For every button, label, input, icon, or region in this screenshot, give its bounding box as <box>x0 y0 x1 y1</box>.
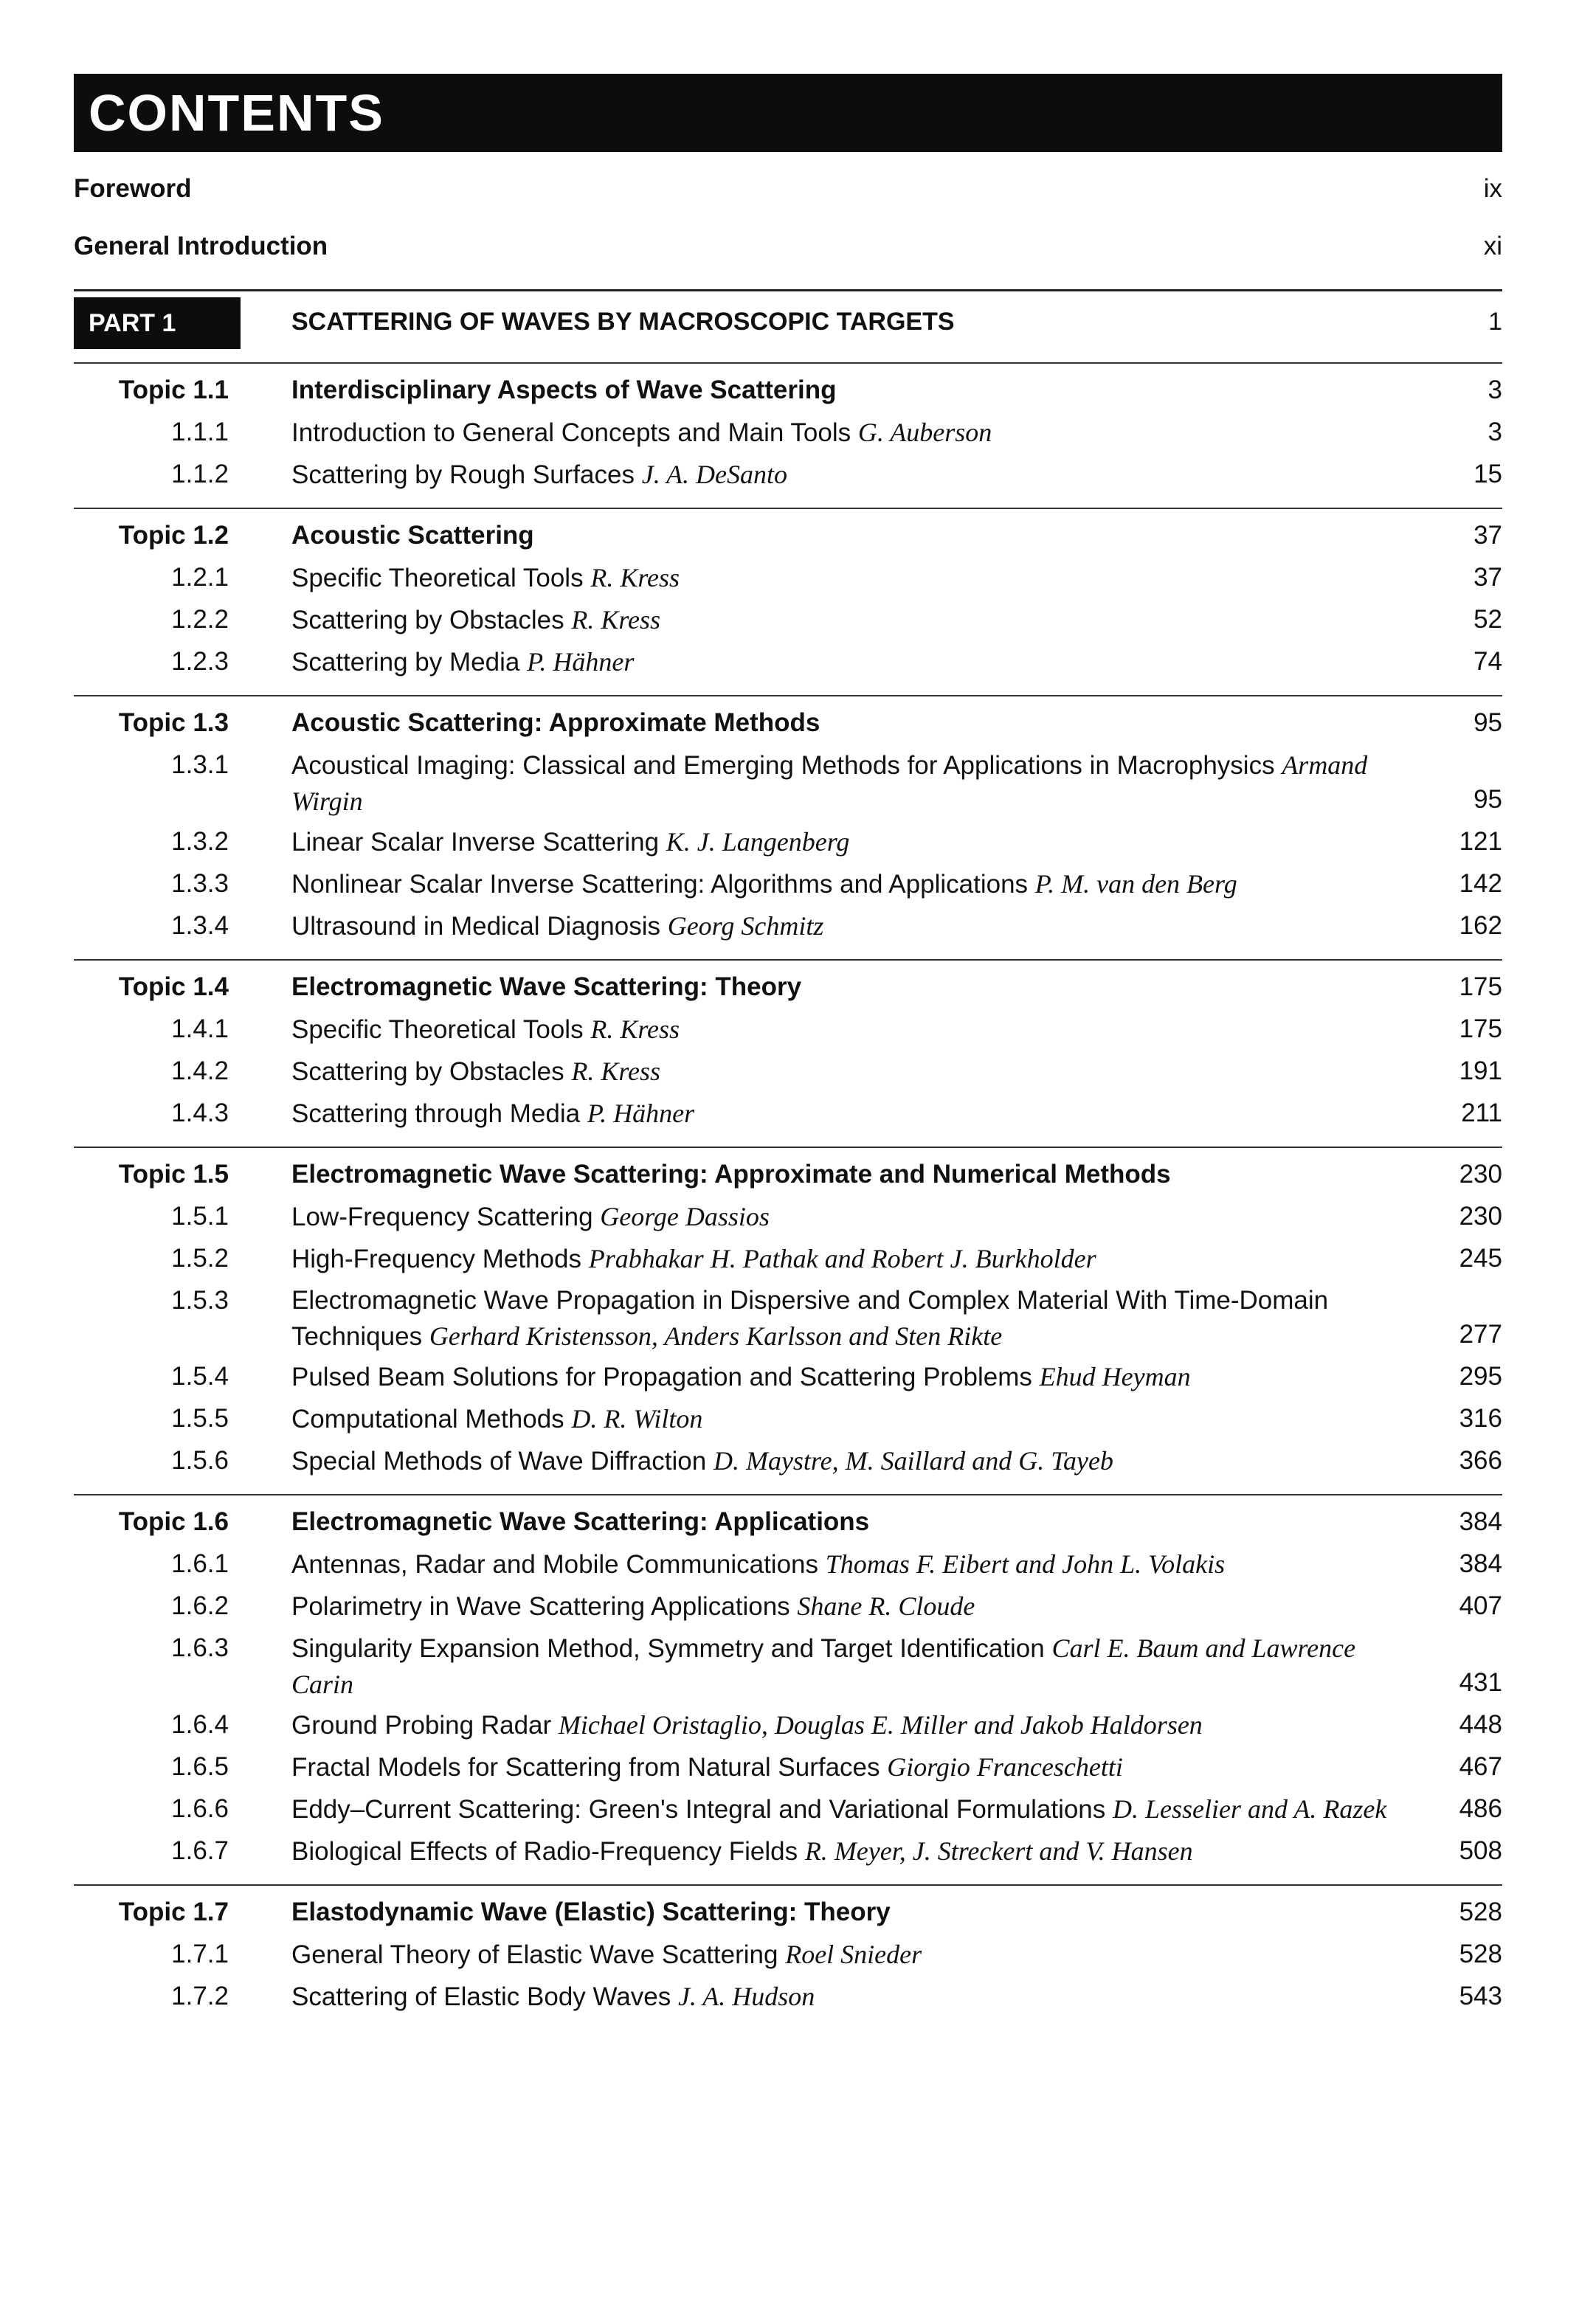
entry-number: 1.7.1 <box>171 1940 229 1968</box>
entry-text <box>291 1355 1392 1395</box>
entry-number: 1.5.2 <box>171 1244 229 1273</box>
topic-section <box>74 1147 1502 1481</box>
entry-number: 1.5.4 <box>171 1362 229 1391</box>
part-header <box>74 289 1502 362</box>
topic-title: Electromagnetic Wave Scattering: Approximate and Numerical Methods <box>291 1160 1171 1189</box>
topic-list <box>74 362 1502 2016</box>
toc-entry-row <box>74 1542 1502 1584</box>
entry-author: Georg Schmitz <box>667 911 824 941</box>
entry-author: R. Meyer, J. Streckert and V. Hansen <box>804 1836 1193 1866</box>
toc-entry-row <box>74 1932 1502 1974</box>
topic-page: 95 <box>1473 708 1502 737</box>
entry-page: 230 <box>1459 1202 1502 1231</box>
entry-author: Giorgio Franceschetti <box>887 1752 1123 1782</box>
topic-title: Electromagnetic Wave Scattering: Applications <box>291 1507 870 1536</box>
topic-number: Topic 1.4 <box>118 972 229 1001</box>
entry-text <box>291 1787 1392 1827</box>
entry-author: Ehud Heyman <box>1039 1362 1191 1391</box>
entry-number: 1.4.1 <box>171 1014 229 1043</box>
entry-page: 191 <box>1459 1056 1502 1085</box>
entry-title: High-Frequency Methods <box>291 1245 581 1273</box>
entry-text <box>291 1397 1392 1437</box>
entry-page: 543 <box>1459 1982 1502 2010</box>
entry-author: R. Kress <box>571 605 661 634</box>
entry-text <box>291 904 1392 944</box>
entry-text <box>291 1091 1392 1132</box>
toc-entry-row <box>74 1745 1502 1787</box>
toc-entry-row <box>74 820 1502 862</box>
entry-number: 1.5.3 <box>171 1286 229 1315</box>
introduction-label: General Introduction <box>74 232 328 260</box>
topic-title: Elastodynamic Wave (Elastic) Scattering: Theory <box>291 1898 891 1926</box>
entry-title: Scattering by Rough Surfaces <box>291 460 635 489</box>
topic-section <box>74 1884 1502 2016</box>
topic-heading-row <box>74 1500 1502 1542</box>
entry-author: J. A. Hudson <box>677 1982 815 2011</box>
entry-author: Roel Snieder <box>785 1940 922 1969</box>
entry-page: 277 <box>1459 1320 1502 1349</box>
topic-section <box>74 508 1502 682</box>
topic-heading-row <box>74 1890 1502 1932</box>
entry-page: 74 <box>1473 647 1502 676</box>
entry-text <box>291 556 1392 596</box>
toc-entry-row <box>74 1279 1502 1355</box>
entry-title: Scattering of Elastic Body Waves <box>291 1982 671 2011</box>
entry-title: Acoustical Imaging: Classical and Emerging Methods for Applications in Macrophysics <box>291 751 1275 780</box>
topic-page: 384 <box>1459 1507 1502 1536</box>
entry-text <box>291 640 1392 680</box>
entry-author: Michael Oristaglio, Douglas E. Miller and Jakob Haldorsen <box>558 1710 1203 1740</box>
front-matter-foreword <box>74 161 1502 218</box>
entry-page: 431 <box>1459 1668 1502 1697</box>
topic-section <box>74 362 1502 494</box>
entry-author: R. Kress <box>590 1014 680 1044</box>
entry-title: Scattering by Obstacles <box>291 1057 564 1086</box>
entry-page: 142 <box>1459 869 1502 898</box>
topic-page: 37 <box>1473 521 1502 550</box>
entry-title: Ultrasound in Medical Diagnosis <box>291 912 660 941</box>
contents-heading: CONTENTS <box>89 84 384 142</box>
entry-number: 1.6.7 <box>171 1836 229 1865</box>
entry-number: 1.1.2 <box>171 460 229 488</box>
entry-title: Eddy–Current Scattering: Green's Integral and Variational Formulations <box>291 1795 1106 1824</box>
toc-entry-row <box>74 1439 1502 1481</box>
entry-author: Prabhakar H. Pathak and Robert J. Burkholder <box>588 1244 1096 1273</box>
entry-author: Gerhard Kristensson, Anders Karlsson and Sten Rikte <box>429 1321 1003 1351</box>
toc-entry-row <box>74 862 1502 904</box>
entry-text <box>291 820 1392 860</box>
entry-page: 121 <box>1459 827 1502 856</box>
entry-number: 1.5.6 <box>171 1446 229 1475</box>
toc-entry-row <box>74 598 1502 640</box>
entry-page: 37 <box>1473 563 1502 592</box>
entry-title: Scattering through Media <box>291 1099 581 1128</box>
entry-author: George Dassios <box>600 1202 770 1231</box>
entry-text <box>291 1932 1392 1973</box>
toc-entry-row <box>74 452 1502 494</box>
introduction-page: xi <box>1483 232 1502 260</box>
entry-page: 316 <box>1459 1404 1502 1433</box>
entry-number: 1.6.2 <box>171 1591 229 1620</box>
entry-text <box>291 1542 1392 1583</box>
toc-entry-row <box>74 640 1502 682</box>
entry-author: J. A. DeSanto <box>641 460 788 489</box>
entry-author: D. R. Wilton <box>571 1404 703 1434</box>
entry-number: 1.6.3 <box>171 1633 229 1662</box>
topic-number: Topic 1.7 <box>118 1898 229 1926</box>
toc-entry-row <box>74 1703 1502 1745</box>
entry-text <box>291 1626 1392 1703</box>
toc-entry-row <box>74 1007 1502 1049</box>
entry-page: 528 <box>1459 1940 1502 1968</box>
toc-entry-row <box>74 1237 1502 1279</box>
entry-page: 467 <box>1459 1752 1502 1781</box>
topic-heading-row <box>74 701 1502 743</box>
entry-title: Biological Effects of Radio-Frequency Fields <box>291 1837 798 1866</box>
entry-number: 1.1.1 <box>171 418 229 446</box>
entry-page: 448 <box>1459 1710 1502 1739</box>
entry-page: 508 <box>1459 1836 1502 1865</box>
entry-title: Polarimetry in Wave Scattering Applications <box>291 1592 790 1621</box>
entry-number: 1.4.2 <box>171 1056 229 1085</box>
entry-text <box>291 862 1392 902</box>
topic-section <box>74 959 1502 1133</box>
topic-number: Topic 1.6 <box>118 1507 229 1536</box>
entry-number: 1.2.1 <box>171 563 229 592</box>
entry-number: 1.7.2 <box>171 1982 229 2010</box>
entry-title: Nonlinear Scalar Inverse Scattering: Algorithms and Applications <box>291 870 1029 899</box>
part-page: 1 <box>1488 308 1502 336</box>
toc-entry-row <box>74 743 1502 820</box>
toc-entry-row <box>74 1974 1502 2016</box>
toc-entry-row <box>74 904 1502 946</box>
toc-entry-row <box>74 1397 1502 1439</box>
topic-title: Acoustic Scattering <box>291 521 534 550</box>
entry-author: R. Kress <box>590 563 680 592</box>
topic-page: 528 <box>1459 1898 1502 1926</box>
entry-text <box>291 1829 1392 1870</box>
entry-author: P. Hähner <box>587 1099 695 1128</box>
entry-page: 52 <box>1473 605 1502 634</box>
entry-page: 366 <box>1459 1446 1502 1475</box>
entry-title: Scattering by Obstacles <box>291 606 564 634</box>
toc-page <box>74 74 1502 2016</box>
toc-entry-row <box>74 1049 1502 1091</box>
entry-number: 1.4.3 <box>171 1099 229 1127</box>
entry-page: 95 <box>1473 785 1502 814</box>
entry-text <box>291 1194 1392 1235</box>
entry-author: G. Auberson <box>857 418 992 447</box>
entry-author: P. Hähner <box>527 647 635 677</box>
entry-page: 15 <box>1473 460 1502 488</box>
topic-page: 175 <box>1459 972 1502 1001</box>
entry-text <box>291 1974 1392 2015</box>
entry-page: 384 <box>1459 1549 1502 1578</box>
foreword-label: Foreword <box>74 174 192 203</box>
part-label: PART 1 <box>89 309 176 337</box>
topic-number: Topic 1.3 <box>118 708 229 737</box>
topic-section <box>74 1494 1502 1871</box>
entry-author: R. Kress <box>571 1056 661 1086</box>
topic-number: Topic 1.2 <box>118 521 229 550</box>
entry-title: Pulsed Beam Solutions for Propagation and Scattering Problems <box>291 1363 1032 1391</box>
entry-text <box>291 1745 1392 1785</box>
part-title: SCATTERING OF WAVES BY MACROSCOPIC TARGETS <box>291 308 955 336</box>
entry-title: Scattering by Media <box>291 648 520 677</box>
entry-page: 3 <box>1488 418 1502 446</box>
topic-number: Topic 1.5 <box>118 1160 229 1189</box>
entry-text <box>291 1439 1392 1479</box>
entry-number: 1.6.1 <box>171 1549 229 1578</box>
topic-section <box>74 695 1502 946</box>
foreword-page: ix <box>1483 174 1502 203</box>
entry-title: General Theory of Elastic Wave Scattering <box>291 1940 778 1969</box>
toc-entry-row <box>74 1355 1502 1397</box>
topic-heading-row <box>74 368 1502 410</box>
entry-number: 1.2.3 <box>171 647 229 676</box>
entry-text <box>291 1237 1392 1277</box>
entry-title: Ground Probing Radar <box>291 1711 552 1740</box>
entry-text <box>291 743 1392 820</box>
topic-title: Electromagnetic Wave Scattering: Theory <box>291 972 802 1001</box>
entry-author: D. Lesselier and A. Razek <box>1113 1794 1387 1824</box>
entry-text <box>291 410 1392 451</box>
toc-entry-row <box>74 1091 1502 1133</box>
topic-page: 230 <box>1459 1160 1502 1189</box>
entry-number: 1.6.6 <box>171 1794 229 1823</box>
topic-heading-row <box>74 513 1502 556</box>
entry-page: 211 <box>1461 1099 1502 1127</box>
entry-page: 245 <box>1459 1244 1502 1273</box>
topic-heading-row <box>74 1152 1502 1194</box>
entry-number: 1.6.4 <box>171 1710 229 1739</box>
entry-text <box>291 1279 1392 1355</box>
entry-author: P. M. van den Berg <box>1034 869 1237 899</box>
entry-text <box>291 1007 1392 1048</box>
toc-entry-row <box>74 1787 1502 1829</box>
toc-entry-row <box>74 1194 1502 1237</box>
entry-page: 295 <box>1459 1362 1502 1391</box>
entry-title: Singularity Expansion Method, Symmetry and Target Identification <box>291 1634 1045 1663</box>
entry-number: 1.3.4 <box>171 911 229 940</box>
entry-number: 1.3.2 <box>171 827 229 856</box>
topic-title: Acoustic Scattering: Approximate Methods <box>291 708 820 737</box>
entry-text <box>291 452 1392 493</box>
entry-title: Linear Scalar Inverse Scattering <box>291 828 660 857</box>
toc-entry-row <box>74 556 1502 598</box>
topic-page: 3 <box>1488 376 1502 404</box>
entry-title: Introduction to General Concepts and Main Tools <box>291 418 851 447</box>
entry-text <box>291 1049 1392 1090</box>
toc-entry-row <box>74 1626 1502 1703</box>
entry-title: Antennas, Radar and Mobile Communications <box>291 1550 818 1579</box>
entry-title: Fractal Models for Scattering from Natural Surfaces <box>291 1753 880 1782</box>
entry-author: Shane R. Cloude <box>797 1591 975 1621</box>
entry-title: Electromagnetic Wave Propagation in Dispersive and Complex Material With Time-Domain Techniques <box>291 1286 1329 1351</box>
entry-number: 1.6.5 <box>171 1752 229 1781</box>
entry-author: D. Maystre, M. Saillard and G. Tayeb <box>713 1446 1113 1476</box>
entry-text <box>291 598 1392 638</box>
entry-author: Thomas F. Eibert and John L. Volakis <box>825 1549 1226 1579</box>
topic-heading-row <box>74 965 1502 1007</box>
contents-banner <box>74 74 1502 152</box>
toc-entry-row <box>74 1584 1502 1626</box>
entry-number: 1.5.1 <box>171 1202 229 1231</box>
entry-text <box>291 1584 1392 1625</box>
part-label-box <box>74 297 241 349</box>
entry-page: 486 <box>1459 1794 1502 1823</box>
entry-number: 1.3.3 <box>171 869 229 898</box>
entry-number: 1.5.5 <box>171 1404 229 1433</box>
entry-number: 1.2.2 <box>171 605 229 634</box>
entry-page: 162 <box>1459 911 1502 940</box>
front-matter-introduction <box>74 218 1502 276</box>
entry-title: Special Methods of Wave Diffraction <box>291 1447 707 1476</box>
entry-number: 1.3.1 <box>171 750 229 779</box>
topic-title: Interdisciplinary Aspects of Wave Scattering <box>291 376 837 404</box>
toc-entry-row <box>74 1829 1502 1871</box>
entry-page: 407 <box>1459 1591 1502 1620</box>
entry-page: 175 <box>1459 1014 1502 1043</box>
topic-number: Topic 1.1 <box>118 376 229 404</box>
entry-title: Specific Theoretical Tools <box>291 564 584 592</box>
entry-author: Carl E. Baum and Lawrence Carin <box>291 1633 1356 1699</box>
toc-entry-row <box>74 410 1502 452</box>
entry-author: Armand Wirgin <box>291 750 1368 816</box>
entry-author: K. J. Langenberg <box>666 827 850 857</box>
entry-title: Computational Methods <box>291 1405 564 1434</box>
entry-title: Specific Theoretical Tools <box>291 1015 584 1044</box>
entry-text <box>291 1703 1392 1743</box>
entry-title: Low-Frequency Scattering <box>291 1203 593 1231</box>
